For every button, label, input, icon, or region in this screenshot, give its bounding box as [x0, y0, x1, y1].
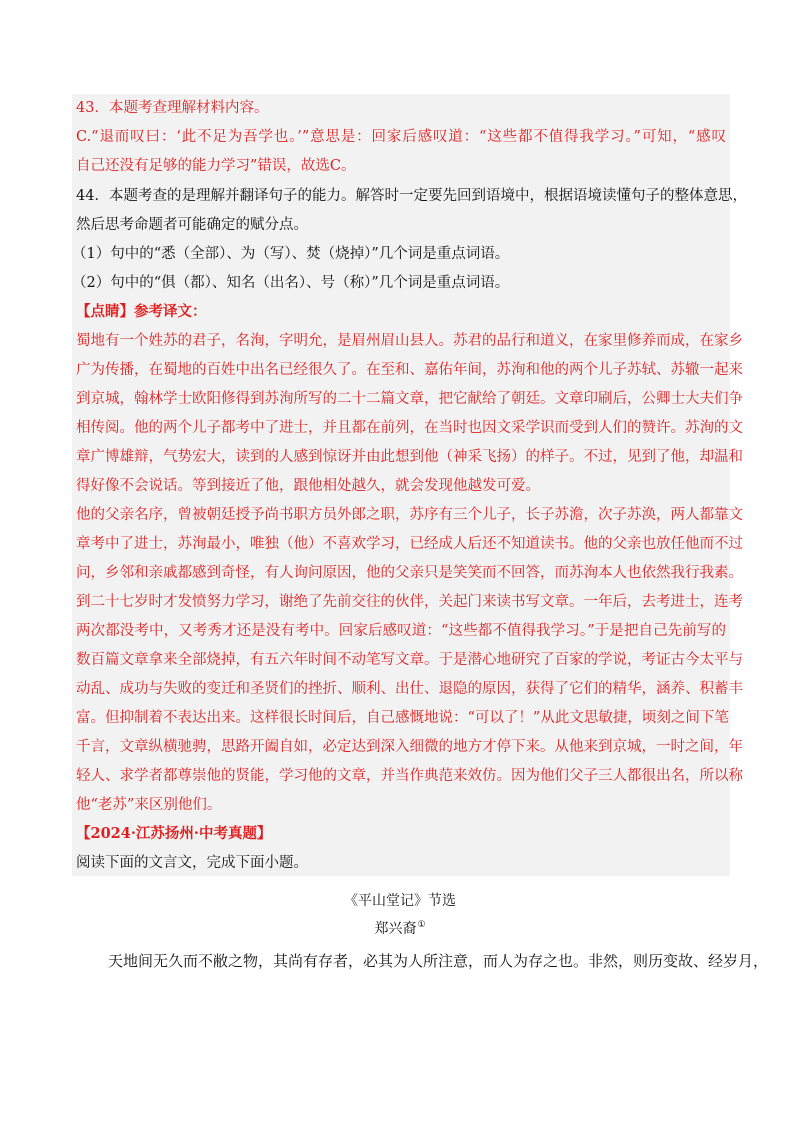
author-name: 郑兴裔: [374, 921, 417, 937]
translation-line: 千言，文章纵横驰骋，思路开阖自如，必定达到深入细微的地方才停下来。从他来到京城，一时之间，年: [76, 739, 743, 755]
translation-line: 两次都没考中，又考秀才还是没有考中。回家后感叹道：“这些都不值得我学习。”于是把自己先前写的: [76, 623, 726, 639]
instruction-text: 阅读下面的文言文，完成下面小题。: [76, 855, 308, 871]
passage-title: 《平山堂记》节选: [344, 893, 456, 909]
translation-line: 数百篇文章拿来全部烧掉，有五六年时间不动笔写文章。于是潜心地研究了百家的学说，考证古今太平与: [76, 652, 743, 668]
passage-author: [0, 918, 800, 938]
translation-line: 得好像不会说话。等到接近了他，跟他相处越久，就会发现他越发可爱。: [76, 478, 540, 494]
translation-line: 到京城，翰林学士欧阳修得到苏洵所写的二十二篇文章，把它献给了朝廷。文章印刷后，公卿士大夫们争: [76, 391, 743, 407]
q44-point: （2）句中的“俱（都）、知名（出名）、号（称）”几个词是重点词语。: [72, 275, 510, 291]
translation-line: 章广博雄辩，气势宏大，读到的人感到惊讶并由此想到他（神采飞扬）的样子。不过，见到了他，却温和: [76, 449, 743, 465]
passage-first-line: 天地间无久而不敝之物，其尚有存者，必其为人所注意，而人为存之也。非然，则历变故、经岁月，: [108, 952, 769, 970]
dianjing-label: 【点睛】参考译文：: [76, 303, 207, 320]
q44-point: （1）句中的“悉（全部）、为（写）、焚（烧掉）”几个词是重点词语。: [72, 246, 510, 262]
translation-line: 广为传播，在蜀地的百姓中出名已经很久了。在至和、嘉佑年间，苏洵和他的两个儿子苏轼、苏辙一起来: [76, 362, 743, 378]
translation-line: 章考中了进士，苏洵最小，唯独（他）不喜欢学习，已经成人后还不知道读书。他的父亲也放任他而不过: [76, 536, 743, 552]
translation-line: 到二十七岁时才发愤努力学习，谢绝了先前交往的伙伴，关起门来读书写文章。一年后，去考进士，连考: [76, 594, 743, 610]
translation-line: 问，乡邻和亲戚都感到奇怪，有人询问原因，他的父亲只是笑笑而不回答，而苏洵本人也依然我行我素。: [76, 565, 743, 581]
q43-explanation-line: 自己还没有足够的能力学习”错误，故选C。: [76, 158, 356, 174]
q43-heading: 43．本题考查理解材料内容。: [76, 100, 269, 116]
translation-line: 富。但抑制着不表达出来。这样很长时间后，自己感慨地说：“可以了！”从此文思敏捷，顷刻之间下笔: [76, 710, 729, 726]
translation-line: 他的父亲名序，曾被朝廷授予尚书职方员外郎之职，苏序有三个儿子，长子苏澹，次子苏涣，两人都靠文: [76, 507, 743, 523]
translation-line: 动乱、成功与失败的变迁和圣贤们的挫折、顺利、出仕、退隐的原因，获得了它们的精华，涵养、积蓄丰: [76, 681, 743, 697]
translation-line: 他“老苏”来区别他们。: [76, 797, 222, 813]
translation-line: 相传阅。他的两个儿子都考中了进士，并且都在前列，在当时也因文采学识而受到人们的赞许。苏洵的文: [76, 420, 743, 436]
q43-explanation-line: C.“退而叹曰：‘此不足为吾学也。’”意思是：回家后感叹道：“这些都不值得我学习。”可知，“感叹: [76, 129, 726, 145]
translation-line: 蜀地有一个姓苏的君子，名洵，字明允，是眉州眉山县人。苏君的品行和道义，在家里修养而成，在家乡: [76, 333, 743, 349]
q44-explanation-line: 然后思考命题者可能确定的赋分点。: [76, 217, 308, 233]
translation-line: 轻人、求学者都尊崇他的贤能，学习他的文章，并当作典范来效仿。因为他们父子三人都很出名，所以称: [76, 768, 743, 784]
q44-heading: 44．本题考查的是理解并翻译句子的能力。解答时一定要先回到语境中，根据语境读懂句子的整体意思，: [76, 188, 747, 204]
footnote-marker: ①: [417, 920, 426, 931]
source-tag: 【2024·江苏扬州·中考真题】: [76, 825, 272, 842]
